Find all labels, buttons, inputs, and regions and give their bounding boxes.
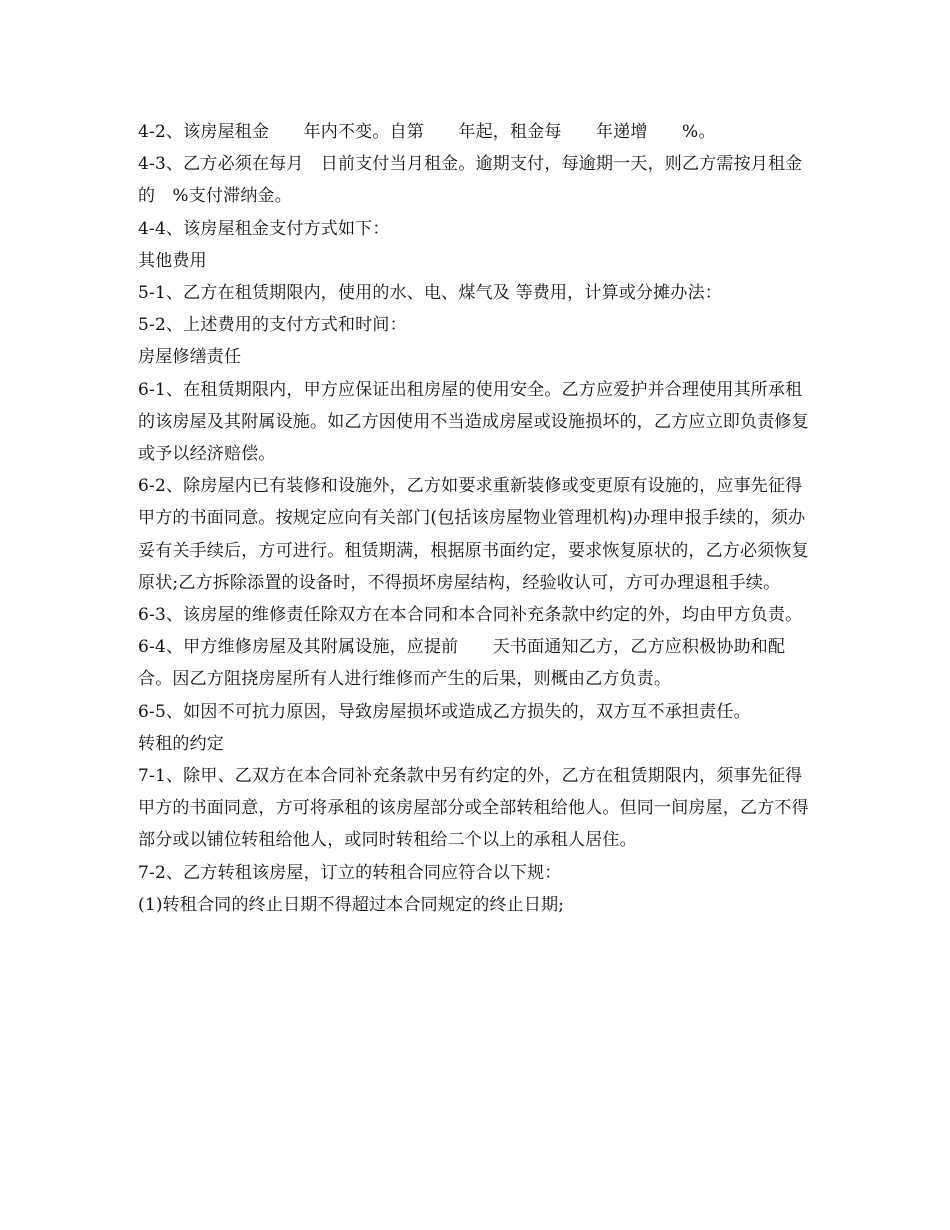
clause-6-2: 6-2、除房屋内已有装修和设施外，乙方如要求重新装修或变更原有设施的，应事先征得甲方的书面同意。按规定应向有关部门(包括该房屋物业管理机构)办理申报手续的，须办妥有关手续后，方可进行。租赁期满，根据原书面约定，要求恢复原状的，乙方必须恢复原状;乙方拆除添置的设备时，不得损坏房屋结构，经验收认可，方可办理退租手续。 bbox=[138, 476, 809, 593]
section-heading-other-fees: 其他费用 bbox=[138, 250, 207, 271]
clause-4-3: 4-3、乙方必须在每月 日前支付当月租金。逾期支付，每逾期一天，则乙方需按月租金的 %支付滞纳金。 bbox=[138, 154, 803, 207]
clause-4-2: 4-2、该房屋租金 年内不变。自第 年起，租金每 年递增 %。 bbox=[138, 122, 716, 142]
clause-4-4: 4-4、该房屋租金支付方式如下： bbox=[138, 218, 390, 239]
section-heading-sublease: 转租的约定 bbox=[138, 733, 224, 754]
clause-6-4: 6-4、甲方维修房屋及其附属设施，应提前 天书面通知乙方，乙方应积极协助和配合。因乙方阻挠房屋所有人进行维修而产生的后果，则概由乙方负责。 bbox=[138, 637, 786, 690]
clause-7-2: 7-2、乙方转租该房屋，订立的转租合同应符合以下规： bbox=[138, 862, 562, 883]
section-heading-repair-responsibility: 房屋修缮责任 bbox=[138, 347, 242, 368]
document-body bbox=[138, 116, 810, 921]
clause-6-1: 6-1、在租赁期限内，甲方应保证出租房屋的使用安全。乙方应爱护并合理使用其所承租的该房屋及其附属设施。如乙方因使用不当造成房屋或设施损坏的，乙方应立即负责修复或予以经济赔偿。 bbox=[138, 379, 809, 465]
clause-7-1: 7-1、除甲、乙双方在本合同补充条款中另有约定的外，乙方在租赁期限内，须事先征得甲方的书面同意，方可将承租的该房屋部分或全部转租给他人。但同一间房屋，乙方不得部分或以铺位转租给他人，或同时转租给二个以上的承租人居住。 bbox=[138, 766, 809, 851]
clause-5-2: 5-2、上述费用的支付方式和时间： bbox=[138, 315, 407, 336]
clause-5-1: 5-1、乙方在租赁期限内，使用的水、电、煤气及 等费用，计算或分摊办法： bbox=[138, 283, 722, 304]
clause-6-3: 6-3、该房屋的维修责任除双方在本合同和本合同补充条款中约定的外，均由甲方负责。 bbox=[138, 605, 803, 626]
clause-7-2-item-1: (1)转租合同的终止日期不得超过本合同规定的终止日期; bbox=[138, 894, 565, 915]
clause-6-5: 6-5、如因不可抗力原因，导致房屋损坏或造成乙方损失的，双方互不承担责任。 bbox=[138, 701, 751, 722]
